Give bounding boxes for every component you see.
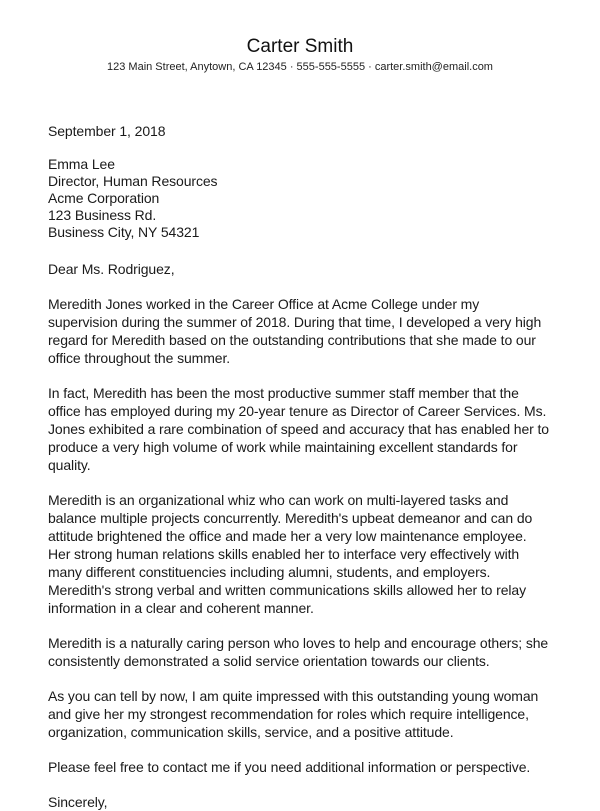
recipient-title: Director, Human Resources	[48, 173, 218, 189]
salutation: Dear Ms. Rodriguez,	[48, 261, 175, 277]
recipient-address	[48, 156, 552, 241]
letter-body	[48, 122, 552, 811]
sender-name: Carter Smith	[246, 36, 354, 57]
paragraph-5: As you can tell by now, I am quite impressed with this outstanding young woman and give her my strongest recommendation for roles which require intelligence, organization, communication skills, service, and a positive attitude.	[48, 688, 539, 740]
closing: Sincerely,	[48, 794, 108, 810]
recipient-company: Acme Corporation	[48, 190, 160, 206]
recipient-name: Emma Lee	[48, 156, 115, 172]
letterhead	[48, 35, 552, 74]
recipient-city: Business City, NY 54321	[48, 224, 200, 240]
paragraph-6: Please feel free to contact me if you need additional information or perspective.	[48, 759, 531, 775]
paragraph-1: Meredith Jones worked in the Career Office at Acme College under my supervision during the summer of 2018. During that time, I developed a very high regard for Meredith based on the outstanding contributions that she made to our office throughout the summer.	[48, 296, 542, 366]
sender-contact-line: 123 Main Street, Anytown, CA 12345 · 555-555-5555 · carter.smith@email.com	[107, 61, 493, 73]
paragraph-4: Meredith is a naturally caring person who loves to help and encourage others; she consistently demonstrated a solid service orientation towards our clients.	[48, 635, 549, 669]
paragraph-3: Meredith is an organizational whiz who can work on multi-layered tasks and balance multiple projects concurrently. Meredith's upbeat demeanor and can do attitude brightened the office and made her a very low maintenance employee. Her strong human relations skills enabled her to interface very effectively with many different constituencies including alumni, students, and employers. Meredith's strong verbal and written communications skills allowed her to relay information in a clear and coherent manner.	[48, 492, 533, 616]
letter-date: September 1, 2018	[48, 123, 166, 139]
recipient-street: 123 Business Rd.	[48, 207, 157, 223]
paragraph-2: In fact, Meredith has been the most productive summer staff member that the office has employed during my 20-year tenure as Director of Career Services. Ms. Jones exhibited a rare combination of speed and accuracy that has enabled her to produce a very high volume of work while maintaining excellent standards for quality.	[48, 385, 549, 473]
